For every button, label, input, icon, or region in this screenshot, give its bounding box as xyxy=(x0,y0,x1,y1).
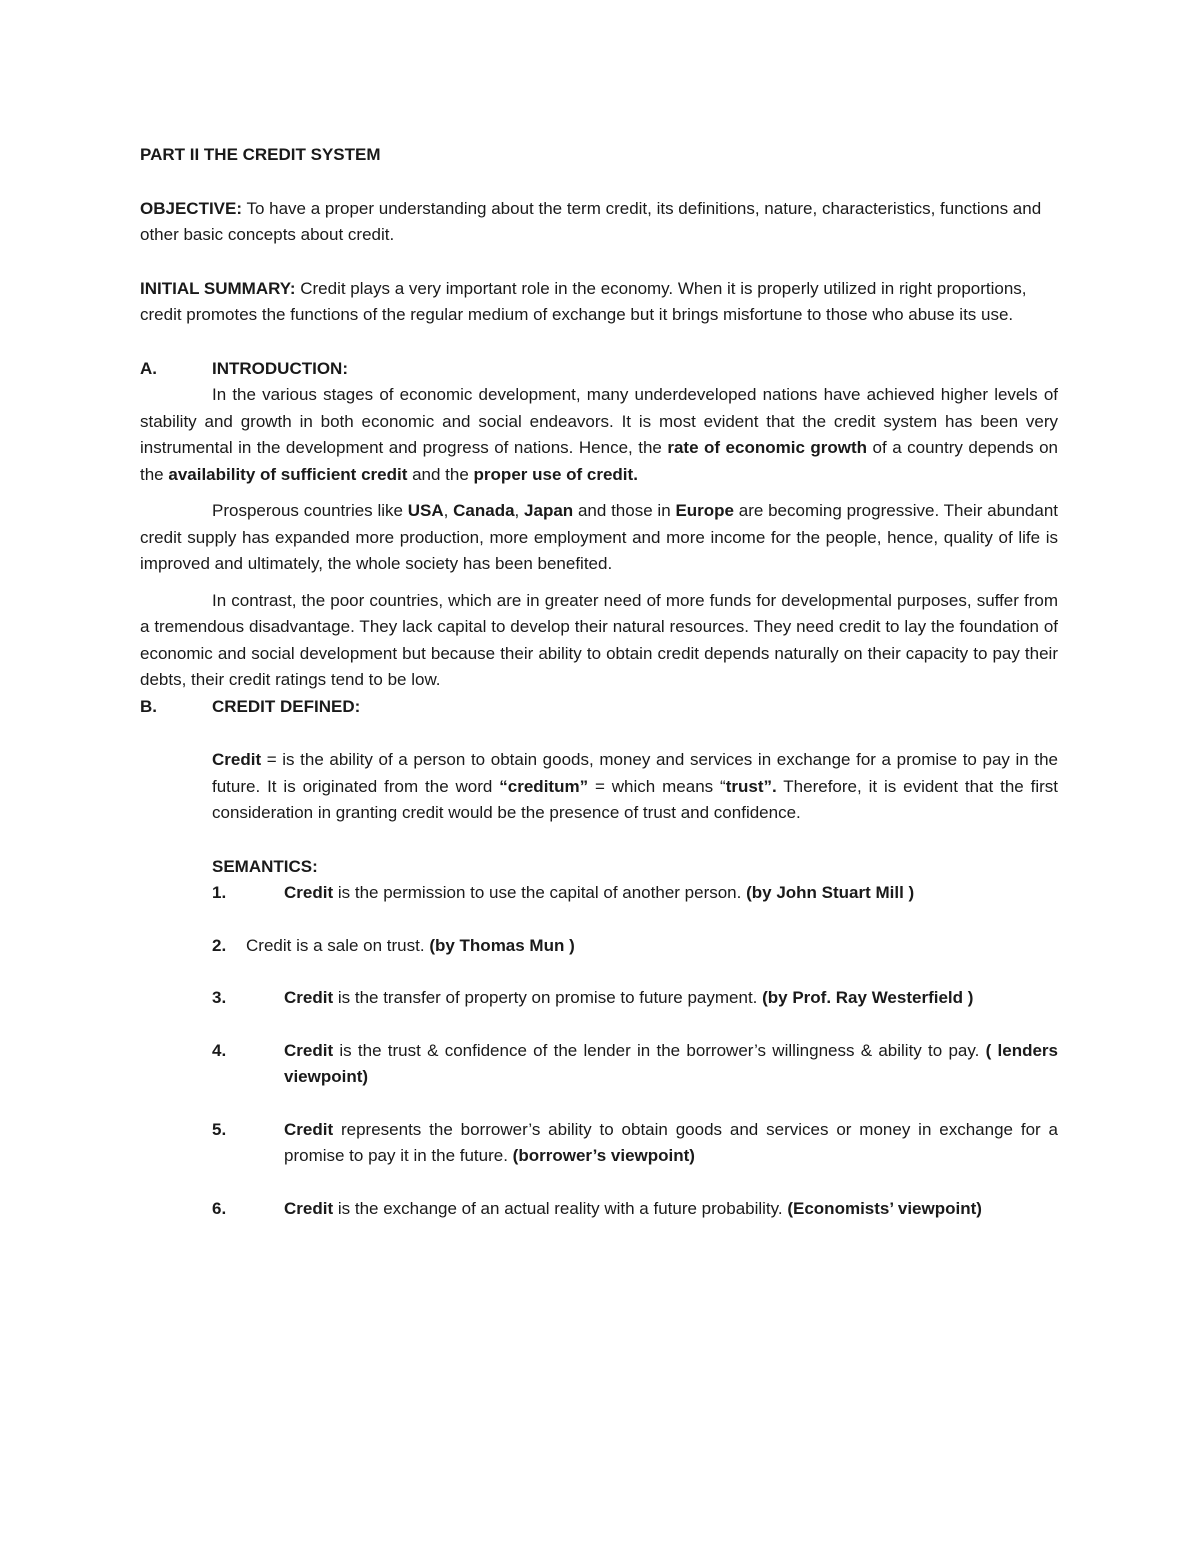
item-text xyxy=(284,1196,1058,1223)
item-text xyxy=(284,985,1058,1012)
item-term: Credit xyxy=(284,883,334,902)
item-term: Credit xyxy=(284,988,334,1007)
semantics-item xyxy=(212,1038,1058,1091)
item-attribution: (Economists’ viewpoint) xyxy=(787,1198,982,1218)
section-b-heading xyxy=(140,694,1058,721)
objective-text: To have a proper understanding about the term credit, its definitions, nature, characteristics, functions and other basic concepts about credit. xyxy=(140,198,1042,244)
item-term: Credit xyxy=(284,1119,334,1139)
item-attribution: (by Thomas Mun ) xyxy=(429,935,575,955)
bold-phrase: availability of sufficient credit xyxy=(168,464,408,484)
semantics-heading: SEMANTICS: xyxy=(212,856,318,876)
credit-definition: Credit = is the ability of a person to obtain goods, money and services in exchange for a promise to pay in the future. It is originated from the word “creditum” = which means “trust”. Therefore, it is evident that the first consideration in granting credit would be the presence of trust and confidence. xyxy=(212,750,1058,822)
objective-paragraph xyxy=(140,196,1058,249)
item-body: represents the borrower’s ability to obtain goods and services or money in exchange for a promise to pay it in the future. xyxy=(284,1119,1058,1165)
item-term: Credit xyxy=(284,1040,334,1060)
item-number: 6. xyxy=(212,1198,227,1218)
item-body: is the transfer of property on promise to future payment. xyxy=(333,988,763,1007)
item-attribution: ( lenders viewpoint) xyxy=(284,1040,1058,1086)
item-number: 5. xyxy=(212,1119,227,1139)
item-number: 2. xyxy=(212,935,227,955)
page-title: PART II THE CREDIT SYSTEM xyxy=(140,145,381,164)
bold-phrase: rate of economic growth xyxy=(667,438,868,457)
summary-text: Credit plays a very important role in the economy. When it is properly utilized in right proportions, credit promotes the functions of the regular medium of exchange but it brings misfortune to those who abuse its use. xyxy=(140,278,1027,324)
section-letter: A. xyxy=(140,358,157,378)
item-number: 3. xyxy=(212,988,227,1007)
semantics-item xyxy=(212,985,1058,1012)
definition-block xyxy=(212,747,1058,1222)
intro-paragraph-1: In the various stages of economic development, many underdeveloped nations have achieved higher levels of stability and growth in both economic and social endeavors. It is most evident that the credit system has been very instrumental in the development and progress of nations. Hence, the rate of economic growth of a country depends on the availability of sufficient credit and the proper use of credit. xyxy=(140,385,1058,484)
document-body xyxy=(140,142,1058,1248)
semantics-item xyxy=(212,933,1058,960)
semantics-item xyxy=(212,1117,1058,1170)
item-text xyxy=(284,1117,1058,1170)
section-a-heading xyxy=(140,356,1058,383)
item-text xyxy=(246,933,1058,960)
summary-label: INITIAL SUMMARY: xyxy=(140,278,296,298)
section-title: CREDIT DEFINED: xyxy=(212,696,361,716)
item-text xyxy=(284,880,1058,907)
semantics-list xyxy=(212,880,1058,1222)
item-attribution: (by Prof. Ray Westerfield ) xyxy=(762,988,974,1007)
item-body: Credit is a sale on trust. xyxy=(246,935,430,955)
item-number: 4. xyxy=(212,1040,227,1060)
item-body: is the trust & confidence of the lender in the borrower’s willingness & ability to pay. xyxy=(333,1040,986,1060)
intro-paragraph-3: In contrast, the poor countries, which are in greater need of more funds for developmental purposes, suffer from a tremendous disadvantage. They lack capital to develop their natural resources. They need credit to lay the foundation of economic and social development but because their ability to obtain credit depends naturally on their capacity to pay their debts, their credit ratings tend to be low. xyxy=(140,590,1058,689)
intro-paragraph-2: Prosperous countries like USA, Canada, Japan and those in Europe are becoming progressive. Their abundant credit supply has expanded more production, more employment and more income for the people, hence, quality of life is improved and ultimately, the whole society has been benefited. xyxy=(140,501,1059,573)
section-letter: B. xyxy=(140,696,157,716)
semantics-item xyxy=(212,1196,1058,1223)
bold-phrase: proper use of credit. xyxy=(473,464,638,484)
item-body: is the permission to use the capital of another person. xyxy=(333,883,747,902)
item-term: Credit xyxy=(284,1198,334,1218)
item-attribution: (borrower’s viewpoint) xyxy=(512,1146,695,1165)
item-attribution: (by John Stuart Mill ) xyxy=(746,883,915,902)
item-number: 1. xyxy=(212,883,227,902)
item-body: is the exchange of an actual reality with a future probability. xyxy=(333,1198,788,1218)
item-text xyxy=(284,1038,1058,1091)
objective-label: OBJECTIVE: xyxy=(140,198,243,218)
semantics-item xyxy=(212,880,1058,907)
summary-paragraph xyxy=(140,276,1058,329)
section-title: INTRODUCTION: xyxy=(212,358,348,378)
